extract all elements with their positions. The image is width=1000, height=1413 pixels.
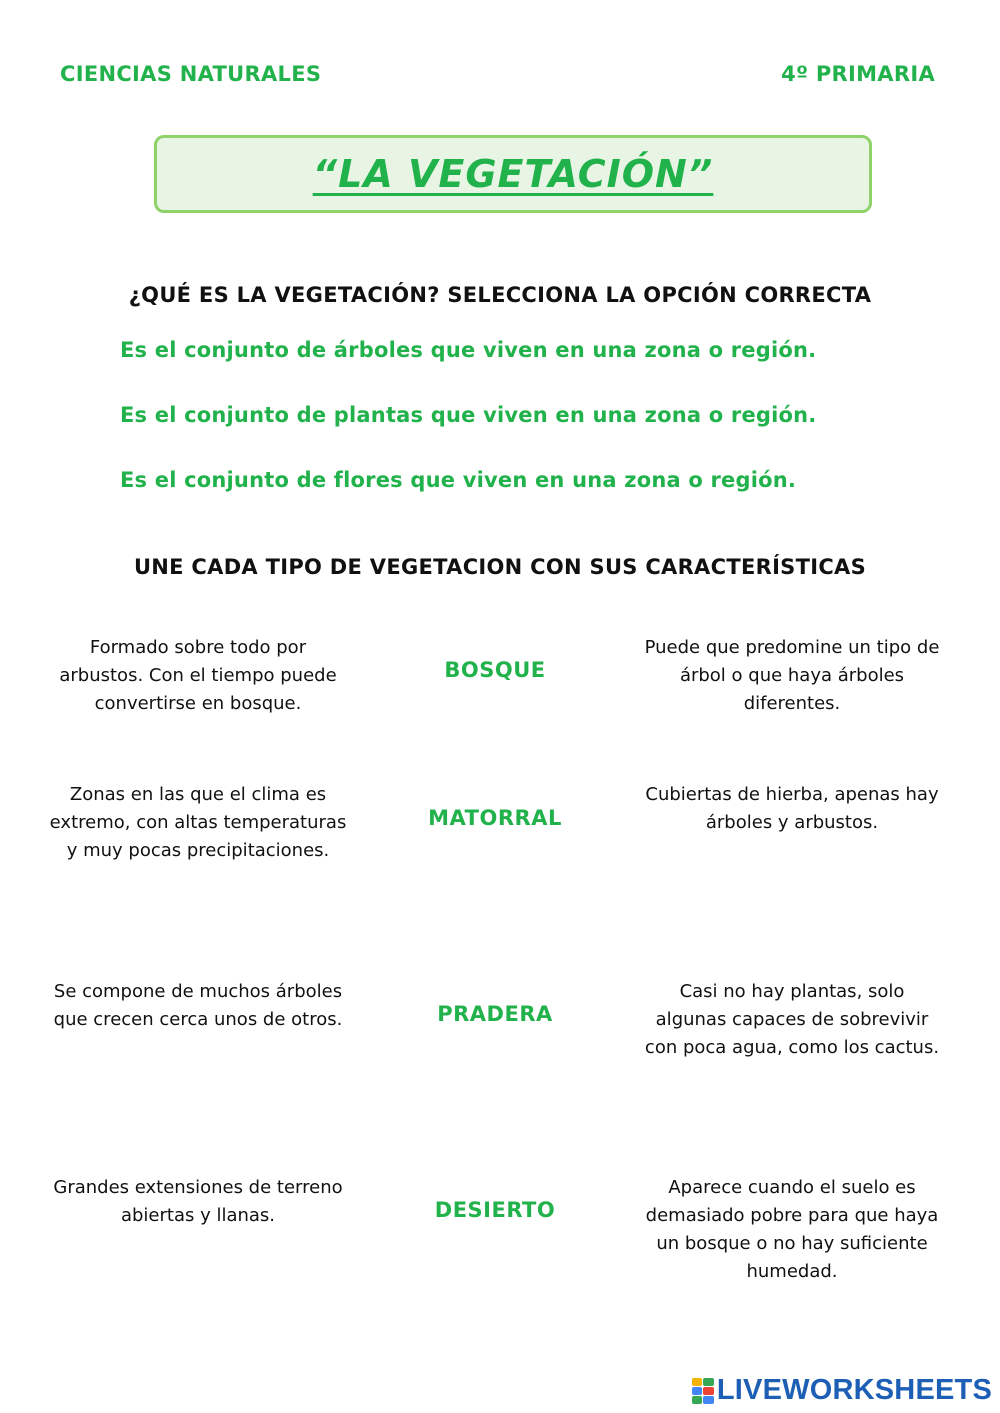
brand-name: LIVEWORKSHEETS <box>716 1374 992 1406</box>
right-description[interactable]: Cubiertas de hierba, apenas hay árboles y arbustos. <box>645 784 939 833</box>
right-description[interactable]: Casi no hay plantas, solo algunas capaces de sobrevivir con poca agua, como los cactus. <box>644 981 940 1058</box>
left-description[interactable]: Formado sobre todo por arbustos. Con el tiempo puede convertirse en bosque. <box>59 637 337 714</box>
page-title: “LA VEGETACIÓN” <box>312 152 714 196</box>
title-box <box>154 135 872 213</box>
left-description[interactable]: Zonas en las que el clima es extremo, con altas temperaturas y muy pocas precipitaciones. <box>49 784 347 861</box>
grade-label: 4º PRIMARIA <box>781 62 935 86</box>
answer-option[interactable]: Es el conjunto de flores que viven en una zona o región. <box>120 468 797 492</box>
right-description[interactable]: Aparece cuando el suelo es demasiado pobre para que haya un bosque o no hay suficiente humedad. <box>645 1177 939 1282</box>
question-1-heading: ¿QUÉ ES LA VEGETACIÓN? SELECCIONA LA OPCIÓN CORRECTA <box>128 283 872 307</box>
vegetation-term[interactable]: PRADERA <box>437 1002 553 1026</box>
liveworksheets-logo <box>692 1374 992 1407</box>
left-description[interactable]: Se compone de muchos árboles que crecen cerca unos de otros. <box>53 981 343 1030</box>
vegetation-term[interactable]: BOSQUE <box>444 658 546 682</box>
liveworksheets-icon <box>692 1378 714 1404</box>
right-description[interactable]: Puede que predomine un tipo de árbol o que haya árboles diferentes. <box>644 637 940 714</box>
answer-option[interactable]: Es el conjunto de plantas que viven en una zona o región. <box>120 403 817 427</box>
left-description[interactable]: Grandes extensiones de terreno abiertas y llanas. <box>53 1177 343 1226</box>
answer-option[interactable]: Es el conjunto de árboles que viven en una zona o región. <box>120 338 817 362</box>
question-2-heading: UNE CADA TIPO DE VEGETACION CON SUS CARACTERÍSTICAS <box>133 555 867 579</box>
vegetation-term[interactable]: DESIERTO <box>434 1198 556 1222</box>
subject-label: CIENCIAS NATURALES <box>60 62 322 86</box>
vegetation-term[interactable]: MATORRAL <box>428 806 562 830</box>
